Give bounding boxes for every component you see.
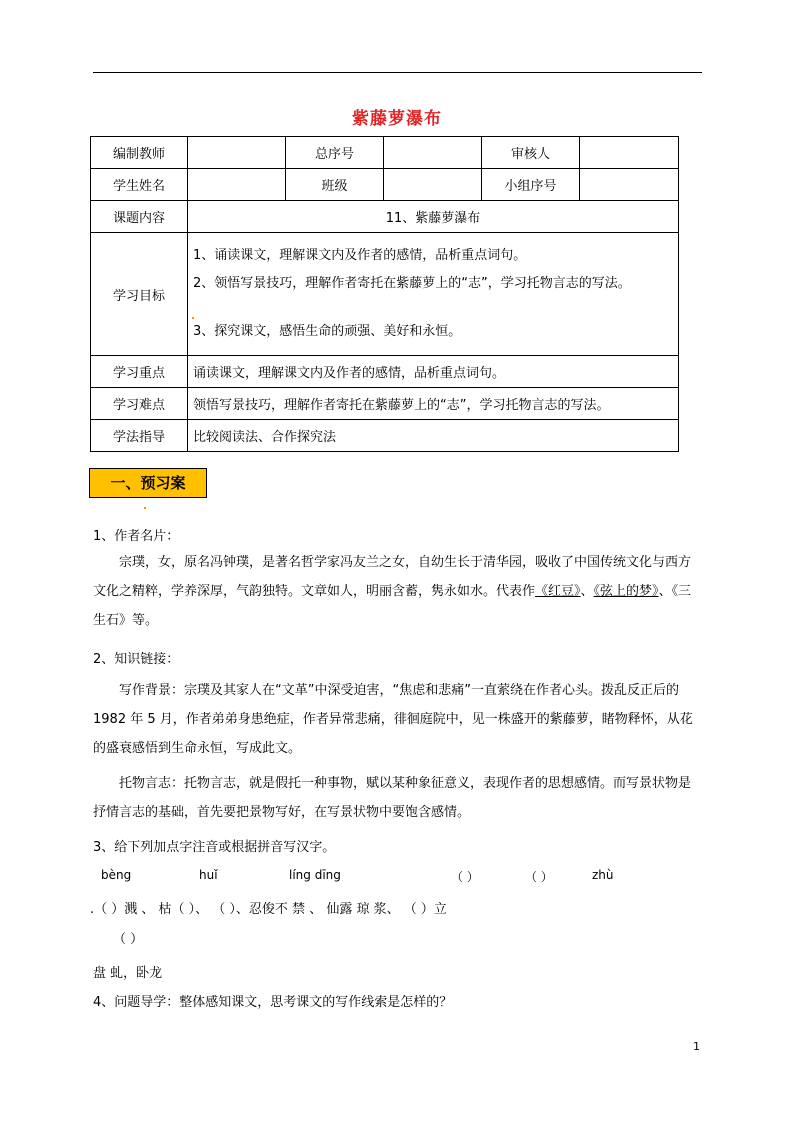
student-label: 学生姓名 [91, 169, 188, 201]
table-row [91, 233, 679, 356]
pinyin-lingding: líng dīng [289, 868, 341, 882]
q4-heading: 4、问题导学：整体感知课文，思考课文的写作线索是怎样的？ [93, 995, 453, 1010]
key-label: 学习重点 [91, 356, 188, 388]
pinyin-blank: （ ） [525, 870, 553, 884]
key-value: 诵读课文，理解课文内及作者的感情，品析重点词句。 [188, 356, 679, 388]
header-rule [93, 72, 702, 73]
table-row [91, 169, 679, 201]
goals-label: 学习目标 [91, 233, 188, 356]
q3-line1: .（ ）溅 、 枯（ ）、 （ ）、忍俊不 禁 、 仙露 琼 浆、 （ ）立 [90, 902, 447, 917]
q1-heading: 1、作者名片： [93, 529, 180, 544]
q1-paragraph [93, 548, 701, 635]
table-row [91, 201, 679, 233]
pinyin-zhu: zhù [592, 868, 614, 882]
pinyin-blank: （ ） [451, 870, 479, 884]
separator: 、 [580, 584, 594, 599]
work-link-xianshang: 《弦上的梦》 [593, 584, 659, 599]
work-link-hongdou: 《红豆》 [535, 584, 581, 599]
background-paragraph [93, 676, 701, 763]
group-label: 小组序号 [482, 169, 580, 201]
table-row [91, 420, 679, 452]
group-value [580, 169, 679, 201]
class-value [384, 169, 482, 201]
method-value: 比较阅读法、合作探究法 [188, 420, 679, 452]
serial-label: 总序号 [286, 137, 384, 169]
decorative-dot [192, 317, 194, 319]
table-row [91, 356, 679, 388]
q2-heading: 2、知识链接： [93, 652, 180, 667]
info-table [90, 136, 679, 452]
table-row [91, 388, 679, 420]
serial-value [384, 137, 482, 169]
difficult-label: 学习难点 [91, 388, 188, 420]
goal-item: 2、领悟写景技巧，理解作者寄托在紫藤萝上的“志”，学习托物言志的写法。 [193, 276, 631, 291]
q3-line3: 盘 虬，卧龙 [93, 966, 163, 981]
goal-item: 1、诵读课文，理解课文内及作者的感情，品析重点词句。 [193, 248, 527, 263]
pinyin-beng: bèng [101, 868, 132, 882]
goals-cell [188, 233, 679, 356]
page-number: 1 [693, 1040, 700, 1053]
page-title: 紫藤萝瀑布 [352, 109, 442, 129]
author-bio: 宗璞，女，原名冯钟璞，是著名哲学家冯友兰之女，自幼生长于清华园，吸收了中国传统文化与西方文化之精粹，学养深厚，气韵独特。文章如人，明丽含蓄，隽永如水。代表作 [93, 555, 692, 599]
section-heading: 一、预习案 [89, 468, 207, 498]
decorative-dot [144, 507, 146, 509]
reviewer-value [580, 137, 679, 169]
tuowu-paragraph [93, 769, 701, 827]
method-label: 学法指导 [91, 420, 188, 452]
topic-label: 课题内容 [91, 201, 188, 233]
student-value [188, 169, 286, 201]
reviewer-label: 审核人 [482, 137, 580, 169]
background-text: 写作背景：宗璞及其家人在“文革”中深受迫害，“焦虑和悲痛”一直萦绕在作者心头。拨乱反正后的 1982 年 5 月，作者弟弟身患绝症，作者异常悲痛，徘徊庭院中，见一株盛开的紫藤萝，睹物释怀，从花的盛衰感悟到生命永恒，写成此文。 [93, 683, 693, 756]
pinyin-hui: huǐ [199, 868, 218, 882]
difficult-value: 领悟写景技巧，理解作者寄托在紫藤萝上的“志”，学习托物言志的写法。 [188, 388, 679, 420]
tuowu-text: 托物言志：托物言志，就是假托一种事物，赋以某种象征意义，表现作者的思想感情。而写景状物是抒情言志的基础，首先要把景物写好，在写景状物中要饱含感情。 [93, 776, 692, 820]
teacher-label: 编制教师 [91, 137, 188, 169]
topic-value: 11、紫藤萝瀑布 [188, 201, 679, 233]
teacher-value [188, 137, 286, 169]
author-works-rest: 、《三生石》等。 [93, 584, 692, 628]
q3-heading: 3、给下列加点字注音或根据拼音写汉字。 [93, 840, 336, 855]
table-row [91, 137, 679, 169]
goal-item: 3、探究课文，感悟生命的顽强、美好和永恒。 [193, 324, 462, 339]
class-label: 班级 [286, 169, 384, 201]
q3-line2: （ ） [113, 932, 144, 947]
